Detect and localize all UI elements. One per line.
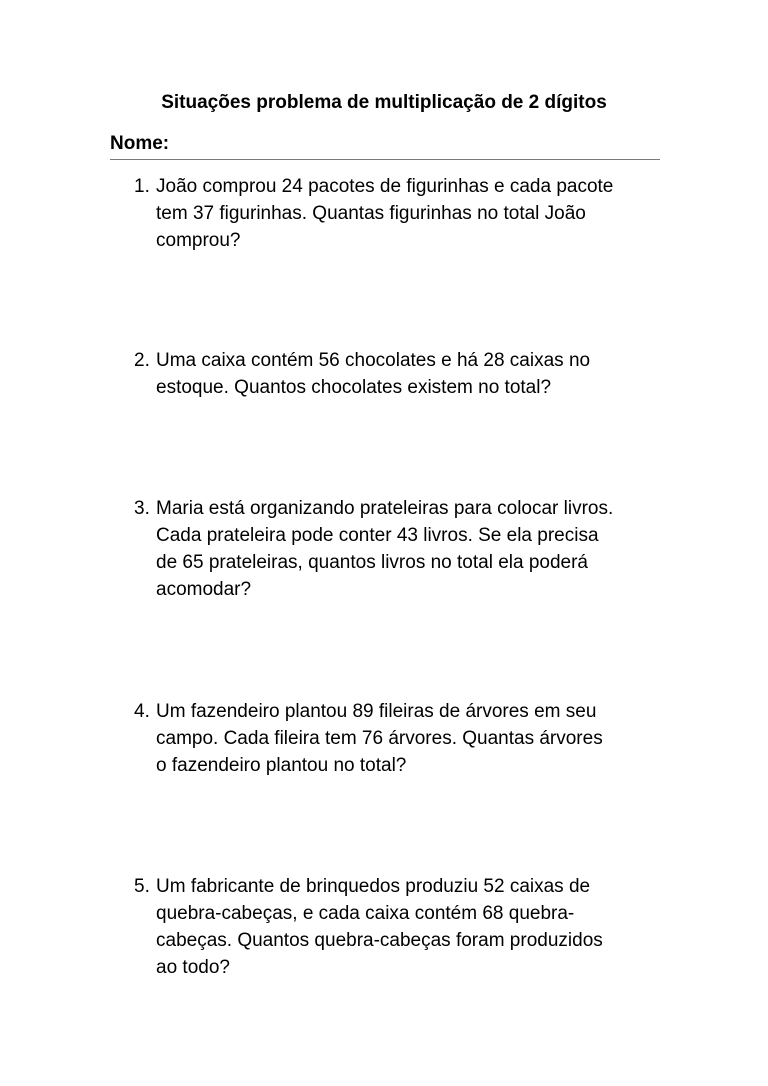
- question-line: estoque. Quantos chocolates existem no total?: [156, 377, 552, 398]
- name-label: Nome:: [110, 133, 170, 154]
- question-number: 3.: [134, 498, 150, 519]
- question-text: [156, 698, 654, 779]
- question-5: [134, 873, 654, 981]
- question-line: João comprou 24 pacotes de figurinhas e cada pacote: [156, 176, 614, 197]
- question-text: [156, 873, 654, 981]
- question-line: tem 37 figurinhas. Quantas figurinhas no total João: [156, 203, 586, 224]
- question-text: [156, 347, 654, 401]
- question-line: Maria está organizando prateleiras para colocar livros.: [156, 498, 614, 519]
- question-text: [156, 173, 654, 254]
- question-2: [134, 347, 654, 401]
- question-number: 5.: [134, 876, 150, 897]
- page-title: Situações problema de multiplicação de 2 dígitos: [161, 92, 607, 113]
- question-line: ao todo?: [156, 957, 230, 978]
- name-underline: [110, 159, 660, 160]
- question-number: 1.: [134, 176, 150, 197]
- question-number: 4.: [134, 701, 150, 722]
- question-line: quebra-cabeças, e cada caixa contém 68 quebra-: [156, 903, 575, 924]
- question-number: 2.: [134, 350, 150, 371]
- question-text: [156, 495, 654, 603]
- question-4: [134, 698, 654, 779]
- question-line: o fazendeiro plantou no total?: [156, 755, 407, 776]
- question-line: de 65 prateleiras, quantos livros no total ela poderá: [156, 552, 588, 573]
- question-3: [134, 495, 654, 603]
- question-line: campo. Cada fileira tem 76 árvores. Quantas árvores: [156, 728, 603, 749]
- question-line: Uma caixa contém 56 chocolates e há 28 caixas no: [156, 350, 591, 371]
- question-line: acomodar?: [156, 579, 252, 600]
- question-line: cabeças. Quantos quebra-cabeças foram produzidos: [156, 930, 603, 951]
- question-line: Um fazendeiro plantou 89 fileiras de árvores em seu: [156, 701, 597, 722]
- question-1: [134, 173, 654, 254]
- question-line: Cada prateleira pode conter 43 livros. Se ela precisa: [156, 525, 599, 546]
- question-line: comprou?: [156, 230, 241, 251]
- question-line: Um fabricante de brinquedos produziu 52 caixas de: [156, 876, 591, 897]
